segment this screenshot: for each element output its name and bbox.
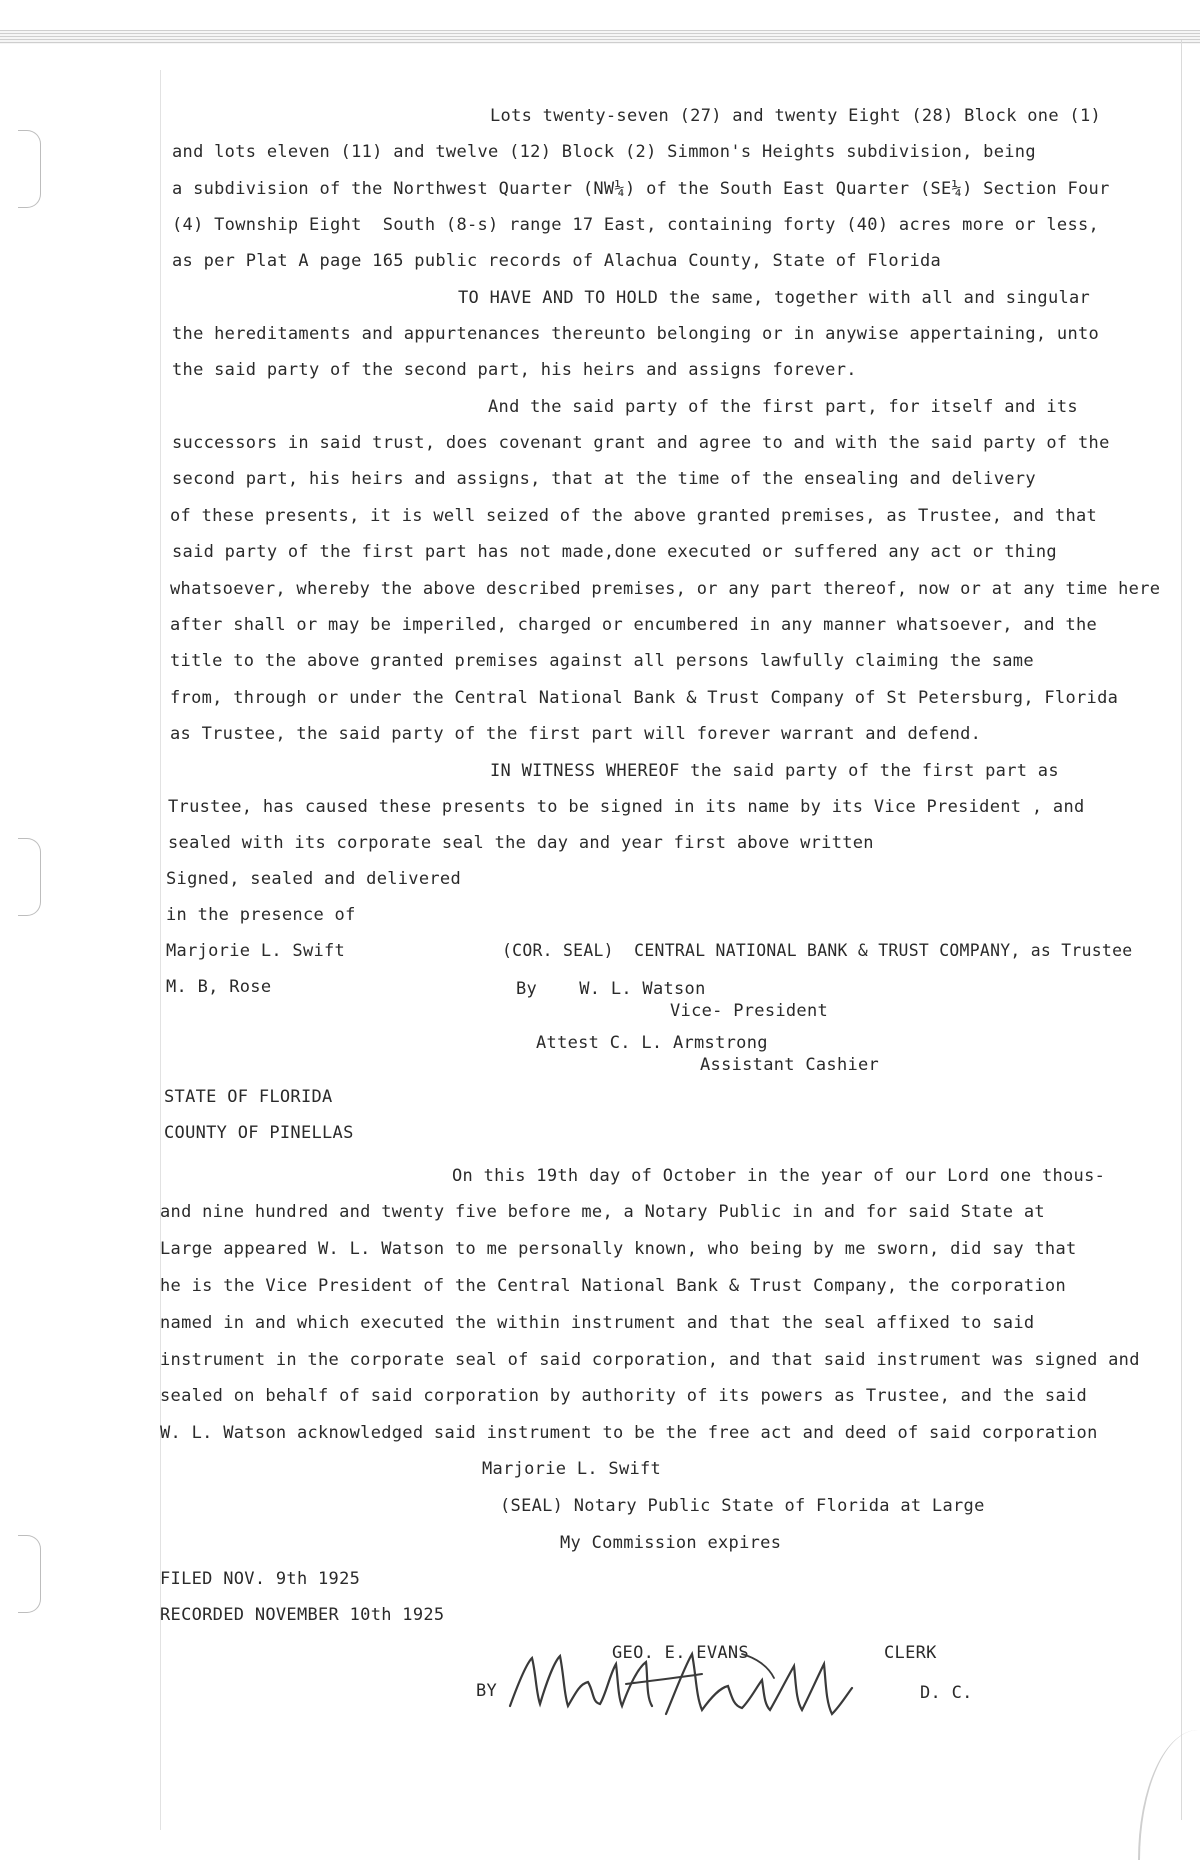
body-line: Signed, sealed and delivered: [166, 869, 461, 889]
body-line: of these presents, it is well seized of the above granted premises, as Trustee, and that: [170, 506, 1098, 526]
signer-title: Vice- President: [670, 1001, 829, 1021]
body-line: and lots eleven (11) and twelve (12) Block (2) Simmon's Heights subdivision, being: [172, 142, 1036, 162]
page-curl: [1138, 1730, 1200, 1860]
body-line: title to the above granted premises against all persons lawfully claiming the same: [170, 651, 1034, 671]
body-line: in the presence of: [166, 905, 356, 925]
body-line: And the said party of the first part, for itself and its: [488, 397, 1078, 417]
scan-top-band: [0, 30, 1200, 44]
body-line: the said party of the second part, his heirs and assigns forever.: [172, 360, 857, 380]
body-line: IN WITNESS WHEREOF the said party of the first part as: [490, 761, 1059, 781]
body-line: a subdivision of the Northwest Quarter (NW¼) of the South East Quarter (SE¼) Section Four: [172, 179, 1110, 199]
acknowledgment-line: On this 19th day of October in the year of our Lord one thous-: [452, 1166, 1106, 1186]
notary-name: Marjorie L. Swift: [482, 1459, 662, 1479]
body-line: (4) Township Eight South (8-s) range 17 East, containing forty (40) acres more or less,: [172, 215, 1100, 235]
acknowledgment-line: and nine hundred and twenty five before me, a Notary Public in and for said State at: [160, 1202, 1045, 1222]
body-line: whatsoever, whereby the above described premises, or any part thereof, now or at any time here: [170, 579, 1161, 599]
body-line: Trustee, has caused these presents to be signed in its name by its Vice President , and: [168, 797, 1085, 817]
acknowledgment-line: sealed on behalf of said corporation by authority of its powers as Trustee, and the said: [160, 1386, 1088, 1406]
binder-hole-bottom: [18, 1535, 41, 1613]
acknowledgment-line: he is the Vice President of the Central National Bank & Trust Company, the corporation: [160, 1276, 1066, 1296]
attest-line: Attest C. L. Armstrong: [536, 1033, 768, 1053]
right-page-edge: [1181, 40, 1182, 1820]
body-line: as Trustee, the said party of the first part will forever warrant and defend.: [170, 724, 982, 744]
body-line: second part, his heirs and assigns, that at the time of the ensealing and delivery: [172, 469, 1036, 489]
body-line: the hereditaments and appurtenances thereunto belonging or in anywise appertaining, unto: [172, 324, 1100, 344]
acknowledgment-line: Large appeared W. L. Watson to me personally known, who being by me sworn, did say that: [160, 1239, 1077, 1259]
body-line: after shall or may be imperiled, charged or encumbered in any manner whatsoever, and the: [170, 615, 1098, 635]
body-line: said party of the first part has not made,done executed or suffered any act or thing: [172, 542, 1057, 562]
filed-date: FILED NOV. 9th 1925: [160, 1569, 361, 1589]
body-line: as per Plat A page 165 public records of Alachua County, State of Florida: [172, 251, 942, 271]
witness-name: M. B, Rose: [166, 977, 272, 997]
acknowledgment-line: instrument in the corporate seal of said corporation, and that said instrument was signed and: [160, 1350, 1140, 1370]
witness-name: Marjorie L. Swift: [166, 941, 346, 961]
binder-hole-middle: [18, 838, 41, 916]
venue-county: COUNTY OF PINELLAS: [164, 1123, 354, 1143]
commission-line: My Commission expires: [560, 1533, 782, 1553]
body-line: successors in said trust, does covenant grant and agree to and with the said party of the: [172, 433, 1110, 453]
acknowledgment-line: named in and which executed the within instrument and that the seal affixed to said: [160, 1313, 1035, 1333]
handwritten-signature: [506, 1644, 860, 1726]
venue-state: STATE OF FLORIDA: [164, 1087, 333, 1107]
clerk-name: GEO. E. EVANS: [612, 1643, 749, 1663]
binder-hole-top: [18, 130, 41, 208]
acknowledgment-line: W. L. Watson acknowledged said instrument to be the free act and deed of said corporation: [160, 1423, 1098, 1443]
recorded-date: RECORDED NOVEMBER 10th 1925: [160, 1605, 445, 1625]
attester-title: Assistant Cashier: [700, 1055, 880, 1075]
body-line: from, through or under the Central National Bank & Trust Company of St Petersburg, Florida: [170, 688, 1119, 708]
deputy-clerk-label: D. C.: [920, 1683, 973, 1703]
left-margin-rule: [160, 70, 161, 1830]
corporate-seal-line: (COR. SEAL) CENTRAL NATIONAL BANK & TRUST COMPANY, as Trustee: [502, 941, 1133, 960]
body-line: Lots twenty-seven (27) and twenty Eight (28) Block one (1): [490, 106, 1102, 126]
clerk-label: CLERK: [884, 1643, 937, 1663]
by-label: BY: [476, 1681, 498, 1701]
notary-title: (SEAL) Notary Public State of Florida at Large: [500, 1496, 985, 1516]
body-line: sealed with its corporate seal the day and year first above written: [168, 833, 874, 853]
body-line: TO HAVE AND TO HOLD the same, together with all and singular: [458, 288, 1091, 308]
signed-by-line: By W. L. Watson: [516, 979, 706, 999]
